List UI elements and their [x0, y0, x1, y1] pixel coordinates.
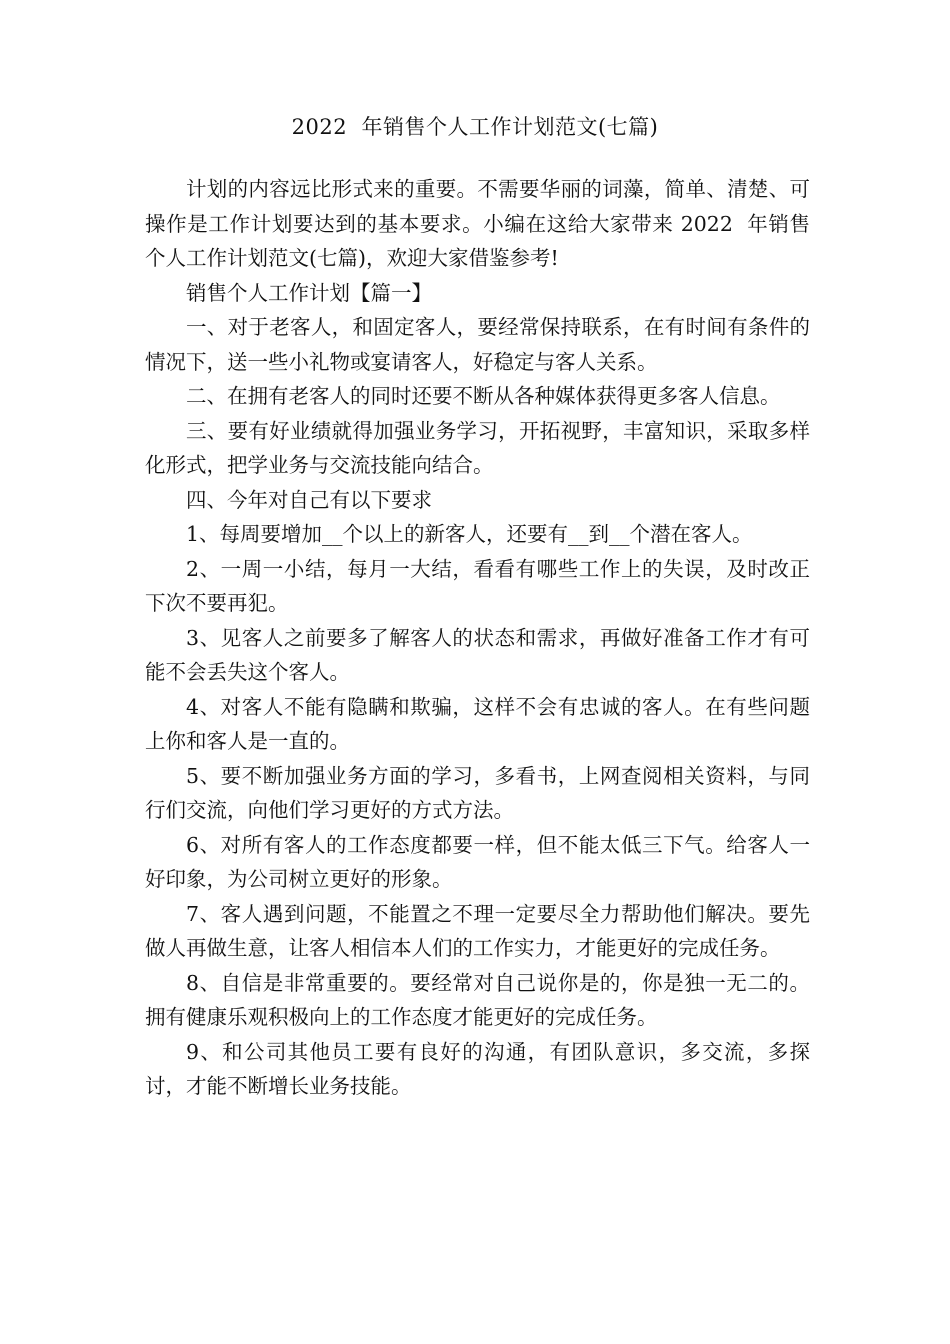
list-item: 9、和公司其他员工要有良好的沟通，有团队意识，多交流，多探讨，才能不断增长业务技能。: [145, 1039, 810, 1098]
paragraph: 三、要有好业绩就得加强业务学习，开拓视野，丰富知识，采取多样化形式，把学业务与交流技能向结合。: [145, 418, 810, 477]
paragraph: 二、在拥有老客人的同时还要不断从各种媒体获得更多客人信息。: [186, 384, 781, 408]
paragraph: 一、对于老客人，和固定客人，要经常保持联系，在有时间有条件的情况下，送一些小礼物或宴请客人，好稳定与客人关系。: [145, 315, 810, 374]
paragraph-intro: 计划的内容远比形式来的重要。不需要华丽的词藻，简单、清楚、可操作是工作计划要达到的基本要求。小编在这给大家带来 2022 年销售个人工作计划范文(七篇)，欢迎大家借鉴参考!: [145, 177, 810, 270]
list-item: 2、一周一小结，每月一大结，看看有哪些工作上的失误，及时改正下次不要再犯。: [145, 556, 810, 615]
list-item: 1、每周要增加__个以上的新客人，还要有__到__个潜在客人。: [186, 522, 753, 546]
section-heading: 销售个人工作计划【篇一】: [186, 280, 432, 305]
list-item: 5、要不断加强业务方面的学习，多看书，上网查阅相关资料，与同行们交流，向他们学习更好的方式方法。: [145, 763, 810, 822]
document-title: 2022 年销售个人工作计划范文(七篇): [291, 115, 659, 139]
list-item: 3、见客人之前要多了解客人的状态和需求，再做好准备工作才有可能不会丢失这个客人。: [145, 625, 810, 684]
list-item: 4、对客人不能有隐瞒和欺骗，这样不会有忠诚的客人。在有些问题上你和客人是一直的。: [145, 694, 810, 753]
list-item: 7、客人遇到问题，不能置之不理一定要尽全力帮助他们解决。要先做人再做生意，让客人相信本人们的工作实力，才能更好的完成任务。: [145, 901, 810, 960]
paragraph: 四、今年对自己有以下要求: [186, 487, 432, 512]
document-body: [145, 172, 810, 1104]
list-item: 8、自信是非常重要的。要经常对自己说你是的，你是独一无二的。拥有健康乐观积极向上的工作态度才能更好的完成任务。: [145, 970, 810, 1029]
list-item: 6、对所有客人的工作态度都要一样，但不能太低三下气。给客人一好印象，为公司树立更好的形象。: [145, 832, 810, 891]
